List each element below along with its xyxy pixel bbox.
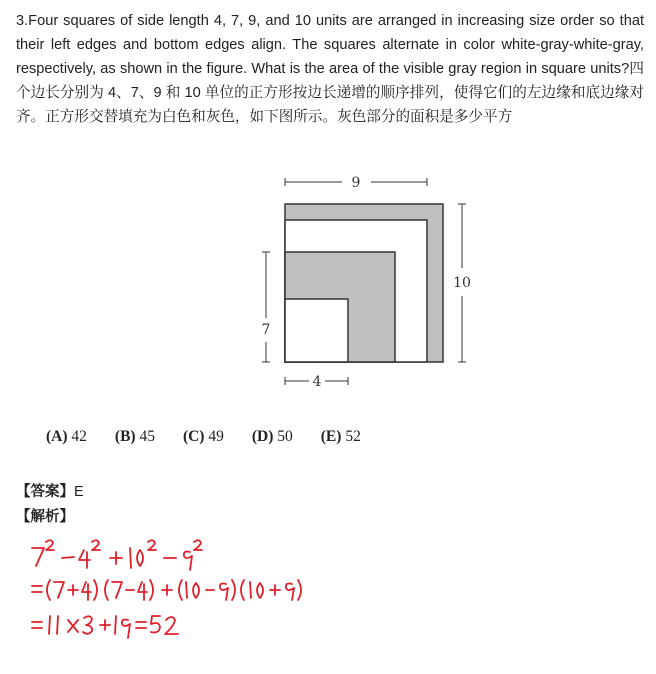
- square-4-white: [285, 299, 348, 362]
- answer-line: [16, 480, 84, 501]
- analysis-label: 【解析】: [16, 509, 74, 525]
- question-text: 3.Four squares of side length 4, 7, 9, and 10 units are arranged in increasing size order so that their left edges and bottom edges align. The squares alternate in color white-gray-white-gray, respectively, as shown in the figure. What is the area of the visible gray region in square units?四个边长分别为 4、7、9 和 10 单位的正方形按边长递增的顺序排列，使得它们的左边缘和底边缘对齐。正方形交替填充为白色和灰色，如下图所示。灰色部分的面积是多少平方: [16, 13, 644, 125]
- label-4: 4: [312, 374, 322, 390]
- squares-figure: [250, 172, 480, 394]
- handwritten-solution: [28, 538, 348, 648]
- answer-value: E: [74, 484, 84, 500]
- choice-b[interactable]: (B) 45: [114, 428, 155, 445]
- label-10: 10: [453, 275, 471, 291]
- choice-a[interactable]: (A) 42: [46, 428, 87, 445]
- choice-c[interactable]: (C) 49: [182, 428, 224, 445]
- choice-d[interactable]: (D) 50: [251, 428, 293, 445]
- squares-diagram: [250, 172, 480, 394]
- analysis-line: [16, 505, 74, 526]
- answer-choices: [46, 428, 389, 446]
- handwritten-solution-drawing: [28, 538, 348, 648]
- choice-e[interactable]: (E) 52: [320, 428, 361, 445]
- dimension-7: [262, 252, 270, 362]
- answer-label: 【答案】: [16, 484, 74, 500]
- label-7: 7: [261, 322, 271, 338]
- label-9: 9: [351, 175, 361, 191]
